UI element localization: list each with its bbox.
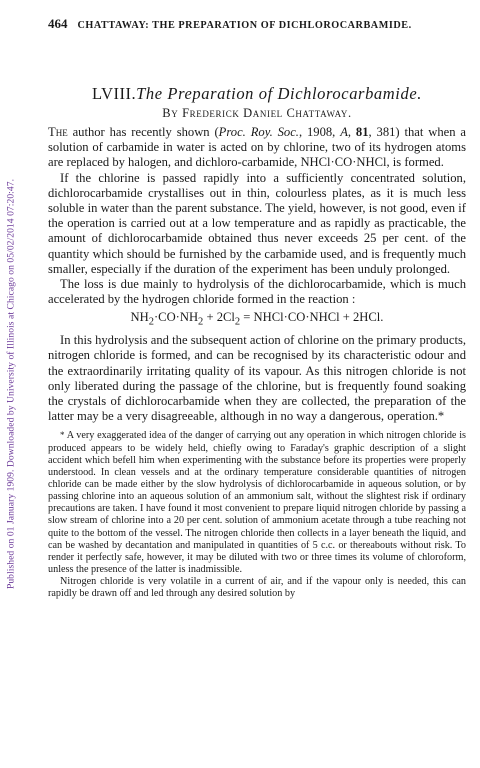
page-number: 464 [48,16,68,31]
byline-prefix: By [162,106,179,120]
paragraph-2: If the chlorine is passed rapidly into a sufficiently concentrated solution, dichlorocarbamide crystallises out in thin, colourless plates, as it is much less soluble in water than the parent substance. The yield, however, is not good, even if the operation is carried out at a low temperature and as rapidly as practicable, the amount of dichlorocarbamide obtained thus never exceeds 25 per cent. of the quantity which should be furnished by the carbamide used, and is frequently much smaller, especially if the duration of the experiment has been unduly prolonged. [48,170,466,276]
running-header [48,16,466,38]
citation-series: A [340,125,348,139]
article-title [48,84,466,104]
author-name: Frederick Daniel Chattaway. [182,106,352,120]
footnote [48,429,466,600]
article-body [48,125,466,424]
citation-journal: Proc. Roy. Soc. [218,125,299,139]
download-notice: Published on 01 January 1909. Downloaded by University of Illinois at Chicago on 05/02/2014 07:20:47. [5,178,17,590]
citation-volume: 81 [355,125,369,139]
chemical-equation: $NH_2\cdot CO\cdot NH_2 + 2Cl_2$ = NHCl·CO·NHCl + 2HCl. [130,310,384,328]
article-title-text: The Preparation of Dichlorocarbamide. [136,84,422,103]
running-title: CHATTAWAY: THE PREPARATION OF DICHLOROCARBAMIDE. [77,20,412,31]
byline [48,106,466,121]
journal-page [48,16,466,601]
footnote-paragraph-2: Nitrogen chloride is very volatile in a current of air, and if the vapour only is needed, this can rapidly be drawn off and led through any desired solution by [48,576,466,600]
publication-sidebar [0,0,22,768]
paragraph-1-lead: The [48,125,68,139]
footnote-marker: * [60,430,65,441]
article-number: LVIII. [92,84,137,103]
footnote-paragraph-1: * A very exaggerated idea of the danger of carrying out any operation in which nitrogen chloride is produced appears to be widely held, chiefly owing to Faraday's graphic description of a slight accident which befell him when experimenting with the substance before its properties were properly understood. In clean vessels and at the ordinary temperature considerable quantities of nitrogen chloride can be made either by the slow hydrolysis of dichlorocarbamide in aqueous solution, or by passing chlorine into an aqueous solution of an ammonium salt, without the slightest risk if ordinary precautions are taken. I have found it most convenient to prepare liquid nitrogen chloride by passing a slow stream of chlorine into a 20 per cent. solution of ammonium acetate through a tube reaching not quite to the bottom of the vessel. The nitrogen chloride then collects in a layer beneath the liquid, and can be washed by decantation and manipulated in quantities of 5 c.c. or thereabouts without risk. To render it perfectly safe, however, it may be diluted with two or three times its volume of chloroform, unless the presence of the latter is inadmissible. [48,430,466,576]
paragraph-3: The loss is due mainly to hydrolysis of the dichlorocarbamide, which is much accelerated by the hydrogen chloride formed in the reaction : [48,277,466,307]
paragraph-4: In this hydrolysis and the subsequent action of chlorine on the primary products, nitrogen chloride is formed, and can be recognised by its characteristic odour and the extraordinarily irritating quality of its vapour. As this nitrogen chloride is not only liberated during the passage of the chlorine, but is frequently found soaking the crystals of dichlorocarbamide when they are collected, the preparation of the latter may be a very disagreeable, although in no way a dangerous, operation.* [48,333,466,424]
paragraph-1: The author has recently shown (Proc. Roy. Soc., 1908, A, 81, 381) that when a solution of carbamide in water is acted on by chlorine, two of its hydrogen atoms are replaced by halogen, and dichloro-carbamide, NHCl·CO·NHCl, is formed. [48,125,466,170]
